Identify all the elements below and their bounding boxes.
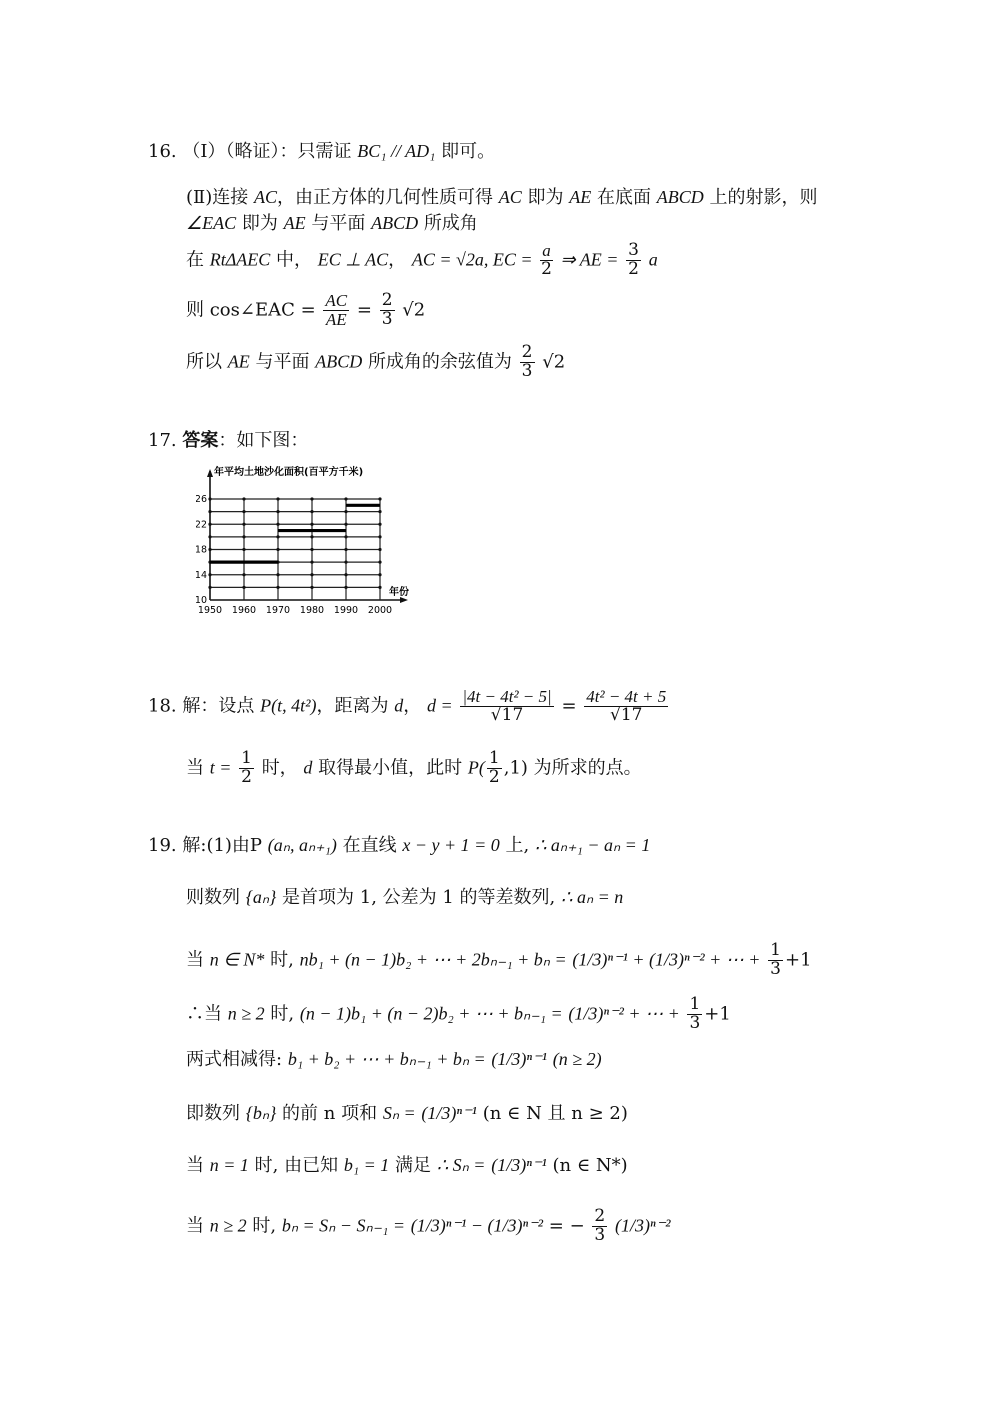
q18-line1: 18. 解：设点 P(t, 4t²)，距离为 d， d = $\frac{\text{|4t − 4t² − 5|}}{√17}$ = $\frac{\text{4t² − 4t + 5}}{√17}$ [148,687,667,725]
grid-dot [208,548,211,551]
q19-line6: 即数列 {bₙ} 的前 n 项和 Sₙ = (1/3)ⁿ⁻¹ (n ∈ N 且 n ≥ 2) [186,1103,628,1124]
grid-dot [310,586,313,589]
grid-dot [344,497,347,500]
grid-dot [310,548,313,551]
fraction: $\frac{1}{2}$ [241,748,252,787]
q19-line8: 当 n ≥ 2 时, bₙ = Sₙ − Sₙ₋₁ = (1/3)ⁿ⁻¹ − (1/3)ⁿ⁻² = − $\frac{2}{3}$ (1/3)ⁿ⁻² [186,1206,671,1245]
grid-dot [344,523,347,526]
q19-line5: 两式相减得: b₁ + b₂ + ⋯ + bₙ₋₁ + bₙ = (1/3)ⁿ⁻¹ (n ≥ 2) [186,1049,602,1070]
grid-dot [242,535,245,538]
q16-line1: 16. （Ⅰ）（略证）：只需证 BC₁ // AD₁ 即可。 [148,141,496,162]
fraction: $\frac{\text{|4t − 4t² − 5|}}{√17}$ [462,687,552,725]
q17-line: 17. 答案：如下图： [148,430,309,451]
desertification-chart [196,459,426,619]
chart-bars [210,505,380,562]
grid-dot [310,535,313,538]
grid-dot [344,573,347,576]
fraction: $\frac{2}{3}$ [594,1206,606,1245]
fraction: $\frac{1}{2}$ [488,748,500,787]
grid-dot [208,510,211,513]
fraction: $\frac{\text{4t² − 4t + 5}}{√17}$ [586,687,667,725]
q19-line3: 当 n ∈ N* 时, nb₁ + (n − 1)b₂ + ⋯ + 2bₙ₋₁ + bₙ = (1/3)ⁿ⁻¹ + (1/3)ⁿ⁻² + ⋯ + $\frac{1}{3}$ +1 [186,940,812,979]
q16-line3: ∠EAC 即为 AE 与平面 ABCD 所成角 [186,213,478,234]
grid-dot [276,586,279,589]
grid-dot [378,510,381,513]
grid-dot [242,497,245,500]
grid-dot [378,586,381,589]
grid-dot [344,510,347,513]
grid-dot [276,573,279,576]
fraction: $\frac{3}{2}$ [628,240,639,279]
x-axis-label: 年份 [389,587,409,598]
fraction: $\frac{AC}{AE}$ [325,291,348,329]
grid-dot [344,548,347,551]
grid-dot [208,586,211,589]
grid-dot [378,561,381,564]
y-tick-label: 10 [196,595,207,606]
x-tick-label: 1970 [265,605,291,616]
q16-line4: 在 RtΔAEC 中， EC ⊥ AC， AC = √2a, EC = $\frac{a}{2}$ ⇒ AE = $\frac{3}{2}$ a [186,240,658,279]
grid-dot [344,535,347,538]
fraction: $\frac{1}{3}$ [770,940,781,979]
fraction: $\frac{2}{3}$ [521,342,533,381]
y-axis-arrow [207,469,213,477]
grid-dot [276,523,279,526]
grid-dot [276,535,279,538]
grid-dot [378,523,381,526]
fraction: $\frac{2}{3}$ [381,290,393,329]
y-tick-label: 26 [196,494,207,505]
grid-dot [344,561,347,564]
q17-number: 17. [148,430,177,451]
grid-dot [310,510,313,513]
grid-dot [276,548,279,551]
q16-number: 16. [148,141,177,162]
y-tick-label: 18 [196,544,207,556]
q18-number: 18. [148,695,177,717]
q19-line2: 则数列 {aₙ} 是首项为 1, 公差为 1 的等差数列, ∴ aₙ = n [186,887,624,908]
grid-dot [208,523,211,526]
q19-number: 19. [148,835,177,856]
grid-dot [378,535,381,538]
answer-label: 答案 [182,430,219,451]
grid-dot [310,561,313,564]
grid-dot [378,573,381,576]
chart-labels [196,465,409,616]
grid-dot [242,548,245,551]
grid-dot [344,586,347,589]
x-tick-label: 1950 [197,605,223,616]
grid-dot [242,510,245,513]
x-tick-label: 1960 [231,605,257,616]
fraction: $\frac{1}{3}$ [689,994,701,1033]
y-tick-label: 22 [196,519,207,531]
fraction: $\frac{a}{2}$ [541,241,552,279]
q16-line5: 则 cos∠EAC = $\frac{AC}{AE}$ = $\frac{2}{3}$ √2 [186,290,426,329]
grid-dot [310,573,313,576]
grid-dot [276,497,279,500]
grid-dot [242,523,245,526]
grid-dot [378,497,381,500]
q19-line4: ∴当 n ≥ 2 时, (n − 1)b₁ + (n − 2)b₂ + ⋯ + bₙ₋₁ = (1/3)ⁿ⁻² + ⋯ + $\frac{1}{3}$ +1 [186,994,731,1033]
chart-svg [196,459,426,619]
x-tick-label: 1980 [299,605,325,616]
grid-dot [310,497,313,500]
q16-line6: 所以 AE 与平面 ABCD 所成角的余弦值为 $\frac{2}{3}$ √2 [186,342,566,381]
chart-grid [207,469,408,603]
grid-dot [242,586,245,589]
grid-dot [208,497,211,500]
y-axis-label: 年平均土地沙化面积(百平方千米) [214,467,364,478]
grid-dot [208,573,211,576]
q19-line1: 19. 解:(1)由P (aₙ, aₙ₊₁) 在直线 x − y + 1 = 0 上, ∴ aₙ₊₁ − aₙ = 1 [148,835,651,856]
grid-dot [276,510,279,513]
x-tick-label: 2000 [367,605,393,616]
q18-line2: 当 t = $\frac{1}{2}$ 时， d 取得最小值，此时 P( $\frac{1}{2}$ ,1) 为所求的点。 [186,748,642,787]
q19-line7: 当 n = 1 时, 由已知 b₁ = 1 满足 ∴ Sₙ = (1/3)ⁿ⁻¹ (n ∈ N*) [186,1155,628,1176]
x-tick-label: 1990 [333,605,359,616]
y-tick-label: 14 [196,569,207,581]
grid-dot [242,573,245,576]
grid-dot [208,535,211,538]
q16-line2: (Ⅱ)连接 AC，由正方体的几何性质可得 AC 即为 AE 在底面 ABCD 上的射影，则 [186,187,818,208]
grid-dot [378,548,381,551]
grid-dot [310,523,313,526]
